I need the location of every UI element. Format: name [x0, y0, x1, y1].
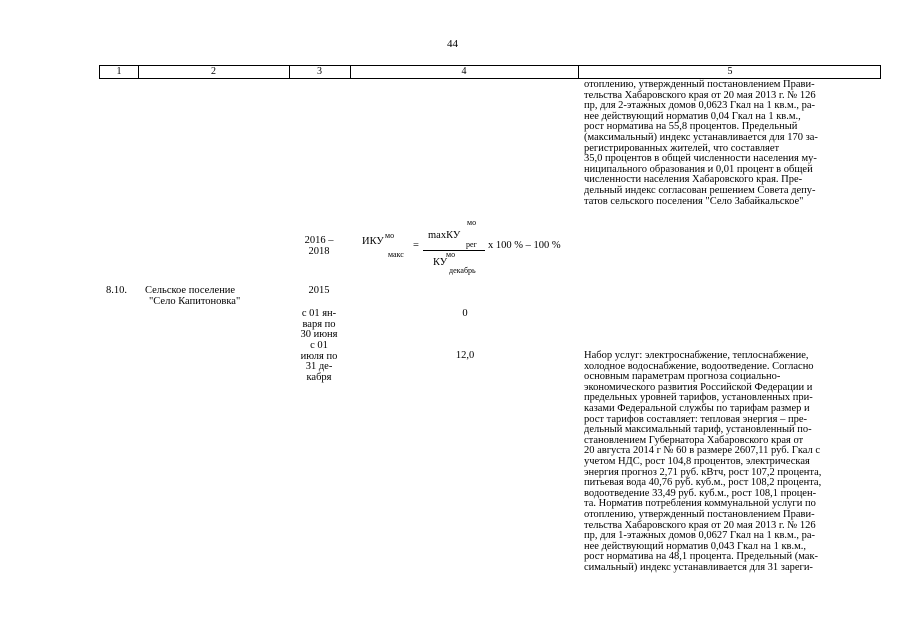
text-line: (максимальный) индекс устанавливается для 170 за- [584, 131, 818, 143]
period-second-half [294, 341, 344, 383]
text-line: дельный индекс согласован решением Совета депу- [584, 184, 816, 196]
value-second-half: 12,0 [455, 350, 475, 361]
formula-denominator: КУ [433, 257, 448, 268]
period-line: июля по [300, 350, 338, 362]
formula-left-sub: макс [388, 250, 404, 259]
formula-iku: ИКУ [362, 236, 384, 247]
text-line: становлением Губернатора Хабаровского края от [584, 434, 804, 446]
period-line: 30 июня [300, 329, 338, 341]
text-line: питьевая вода 40,76 руб. куб.м., рост 108,2 процента, [584, 477, 822, 489]
text-line: Набор услуг: электроснабжение, теплоснабжение, [584, 350, 809, 361]
text-line: казами Федеральной службы по тарифам размер и [584, 402, 810, 414]
header-col-1: 1 [116, 66, 122, 77]
period-line: 31 де- [305, 361, 333, 373]
formula-equals: = [413, 240, 419, 251]
year-2015: 2015 [308, 285, 330, 296]
text-line: нее действующий норматив 0,04 Гкал на 1 кв.м., [584, 110, 801, 122]
period-line: с 01 ян- [301, 308, 337, 319]
formula-num-sup: мо [467, 218, 477, 227]
settlement-line: Сельское поселение [145, 285, 236, 296]
table-header-row [99, 65, 881, 79]
formula-numerator: maxКУ [428, 230, 461, 241]
text-line: холодное водоснабжение, водоотведение. Согласно [584, 360, 814, 372]
text-line: симальный) индекс устанавливается для 31 зареги- [584, 561, 813, 573]
text-line: пр, для 1-этажных домов 0,0627 Гкал на 1 кв.м., ра- [584, 530, 815, 542]
text-line: рост норматива на 55,8 процентов. Предельный [584, 121, 798, 133]
formula-num-sub: рег [466, 240, 477, 249]
text-line: 35,0 процентов в общей численности населения му- [584, 153, 817, 165]
period-line: кабря [306, 371, 332, 383]
period-line: варя по [302, 318, 336, 330]
text-line: отоплению, утвержденный постановлением Прави- [584, 508, 815, 520]
text-line: татов сельского поселения "Село Забайкальское" [584, 195, 804, 207]
text-line: дельный максимальный тариф, установленный по- [584, 424, 812, 436]
header-col-2: 2 [211, 66, 216, 77]
formula-left [362, 236, 384, 247]
value-first-half: 0 [462, 308, 468, 319]
text-line: рост тарифов составляет: тепловая энергия – пре- [584, 413, 808, 425]
text-line: учетом НДС, рост 104,8 процентов, электрическая [584, 455, 810, 467]
settlement-name [145, 286, 290, 307]
formula-left-sup: мо [385, 231, 395, 240]
formula-den-sup: мо [446, 250, 456, 259]
text-line: нее действующий норматив 0,043 Гкал на 1 кв.м., [584, 540, 807, 552]
text-line: тельства Хабаровского края от 20 мая 2013 г. № 126 [584, 89, 816, 101]
text-line: пр, для 2-этажных домов 0,0623 Гкал на 1 кв.м., ра- [584, 100, 815, 112]
text-line: водоотведение 33,49 руб. куб.м., рост 108,1 процен- [584, 487, 817, 499]
text-line: 20 августа 2014 г № 60 в размере 2607,11 руб. Гкал с [584, 445, 821, 457]
text-line: тельства Хабаровского края от 20 мая 2013 г. № 126 [584, 519, 816, 531]
text-line: энергия прогноз 2,71 руб. кВтч, рост 107,2 процента, [584, 466, 822, 478]
period-line: 2016 – [304, 235, 334, 246]
col5-text-block-1 [584, 80, 878, 207]
formula-tail: x 100 % – 100 % [488, 240, 561, 251]
header-col-4: 4 [461, 66, 467, 77]
header-col-3: 3 [317, 66, 322, 77]
period-first-half [294, 309, 344, 341]
text-line: та. Норматив потребления коммунальной услуги по [584, 498, 816, 510]
text-line: регистрированных жителей, что составляет [584, 142, 780, 154]
text-line: экономического развития Российской Федерации и [584, 381, 813, 393]
period-line: с 01 [310, 340, 328, 351]
formula-den-sub: декабрь [449, 266, 476, 275]
period-2016-2018 [294, 236, 344, 257]
text-line: отоплению, утвержденный постановлением Прави- [584, 79, 815, 90]
text-line: ниципального образования и 0,01 процент в общей [584, 163, 813, 175]
text-line: рост норматива на 48,1 процента. Предельный (мак- [584, 551, 819, 563]
settlement-line: "Село Капитоновка" [149, 295, 241, 307]
header-col-5: 5 [727, 66, 733, 77]
page-number: 44 [447, 38, 458, 50]
period-line: 2018 [308, 245, 330, 257]
text-line: основным параметрам прогноза социально- [584, 371, 781, 383]
col5-text-block-2 [584, 351, 878, 573]
text-line: численности населения Хабаровского края. Пре- [584, 174, 803, 186]
row-number: 8.10. [106, 285, 127, 296]
text-line: предельных уровней тарифов, установленных при- [584, 392, 813, 404]
